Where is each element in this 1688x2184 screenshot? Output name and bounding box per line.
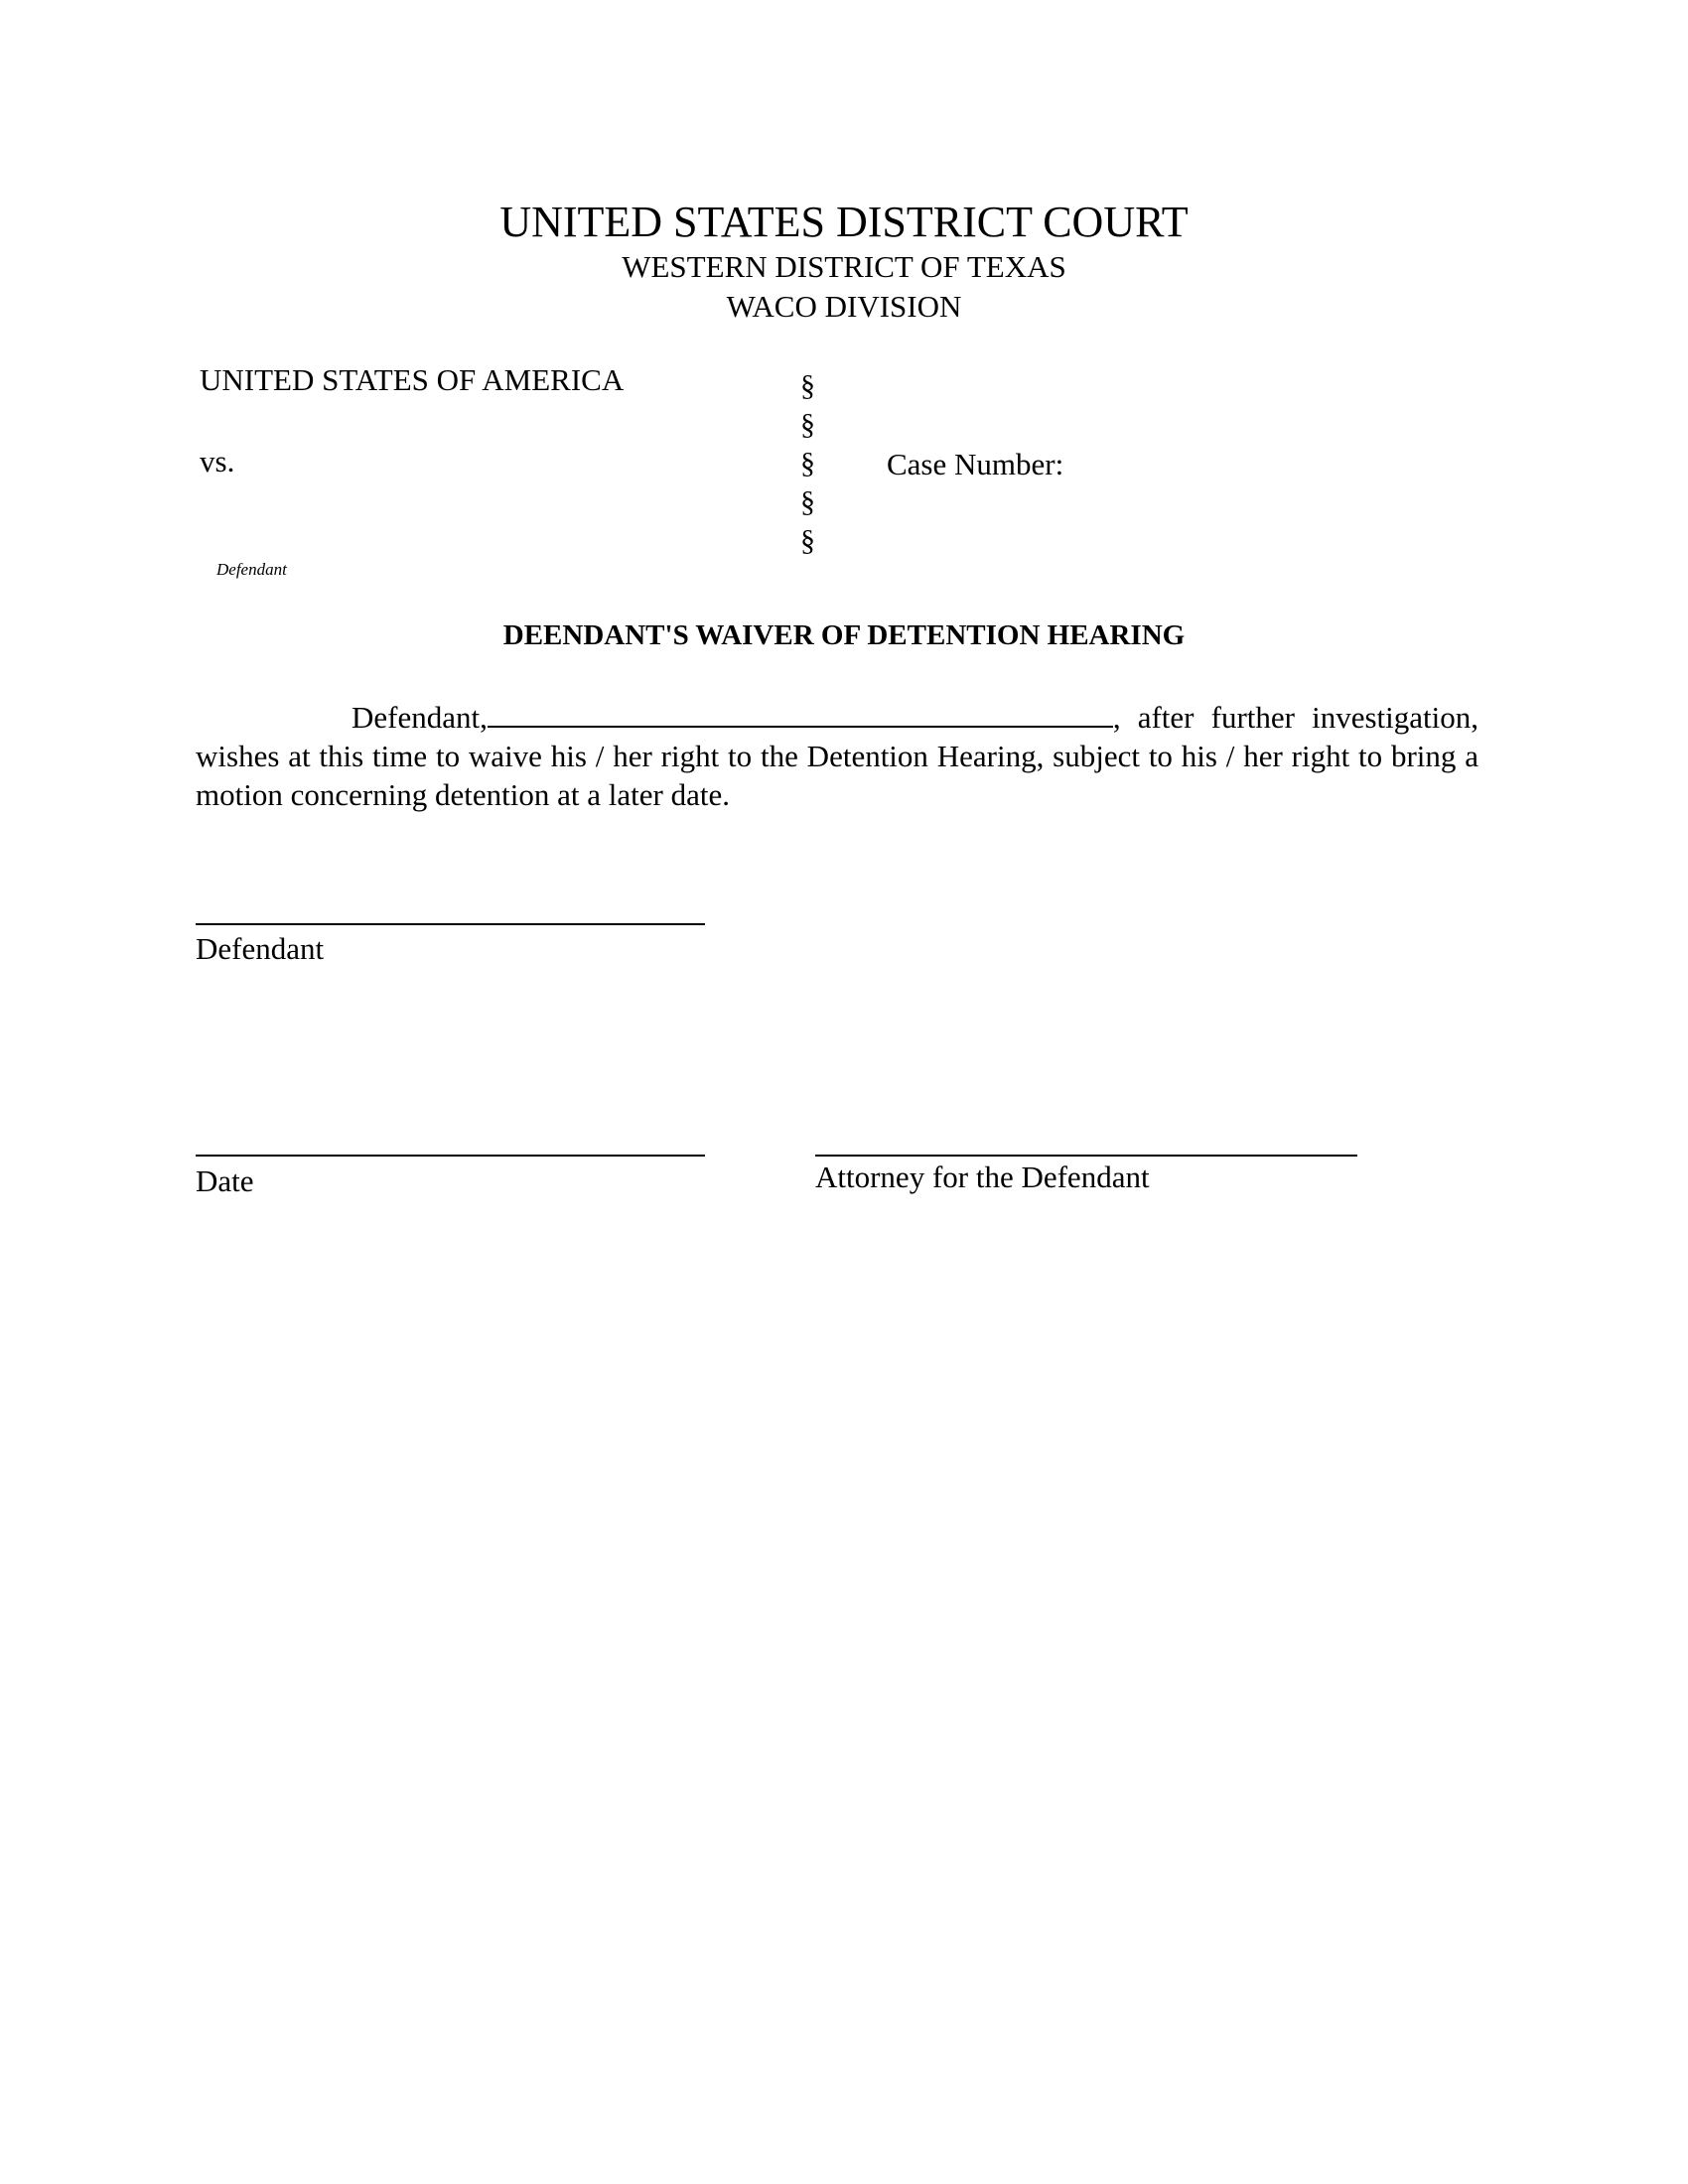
attorney-label: Attorney for the Defendant	[815, 1160, 1150, 1194]
defendant-name-blank[interactable]	[488, 700, 1113, 728]
defendant-signature-line[interactable]	[196, 923, 705, 925]
attorney-signature-line[interactable]	[815, 1155, 1357, 1157]
district-name: WESTERN DISTRICT OF TEXAS	[622, 249, 1066, 284]
section-symbol: §	[800, 447, 815, 479]
date-label: Date	[196, 1163, 254, 1198]
court-name: UNITED STATES DISTRICT COURT	[499, 198, 1189, 246]
defendant-signature-label: Defendant	[196, 931, 325, 966]
section-symbol: §	[800, 485, 815, 518]
body-text: , after further investigation, wishes at this time to waive his / her right to the Detention Hearing, subject to his / her right to bring a motion concerning detention at a later date.	[196, 700, 1478, 812]
case-number-label: Case Number:	[887, 447, 1064, 481]
section-symbol: §	[800, 524, 815, 557]
body-lead: Defendant,	[352, 700, 488, 735]
section-symbol: §	[800, 408, 815, 441]
division-name: WACO DIVISION	[726, 289, 962, 324]
plaintiff-name: UNITED STATES OF AMERICA	[200, 362, 625, 397]
document-title: DEENDANT'S WAIVER OF DETENTION HEARING	[502, 619, 1186, 651]
waiver-paragraph	[196, 698, 1478, 814]
defendant-caption-label: Defendant	[216, 560, 287, 579]
section-symbol: §	[800, 369, 815, 402]
versus-label: vs.	[200, 444, 235, 478]
date-signature-line[interactable]	[196, 1155, 705, 1157]
